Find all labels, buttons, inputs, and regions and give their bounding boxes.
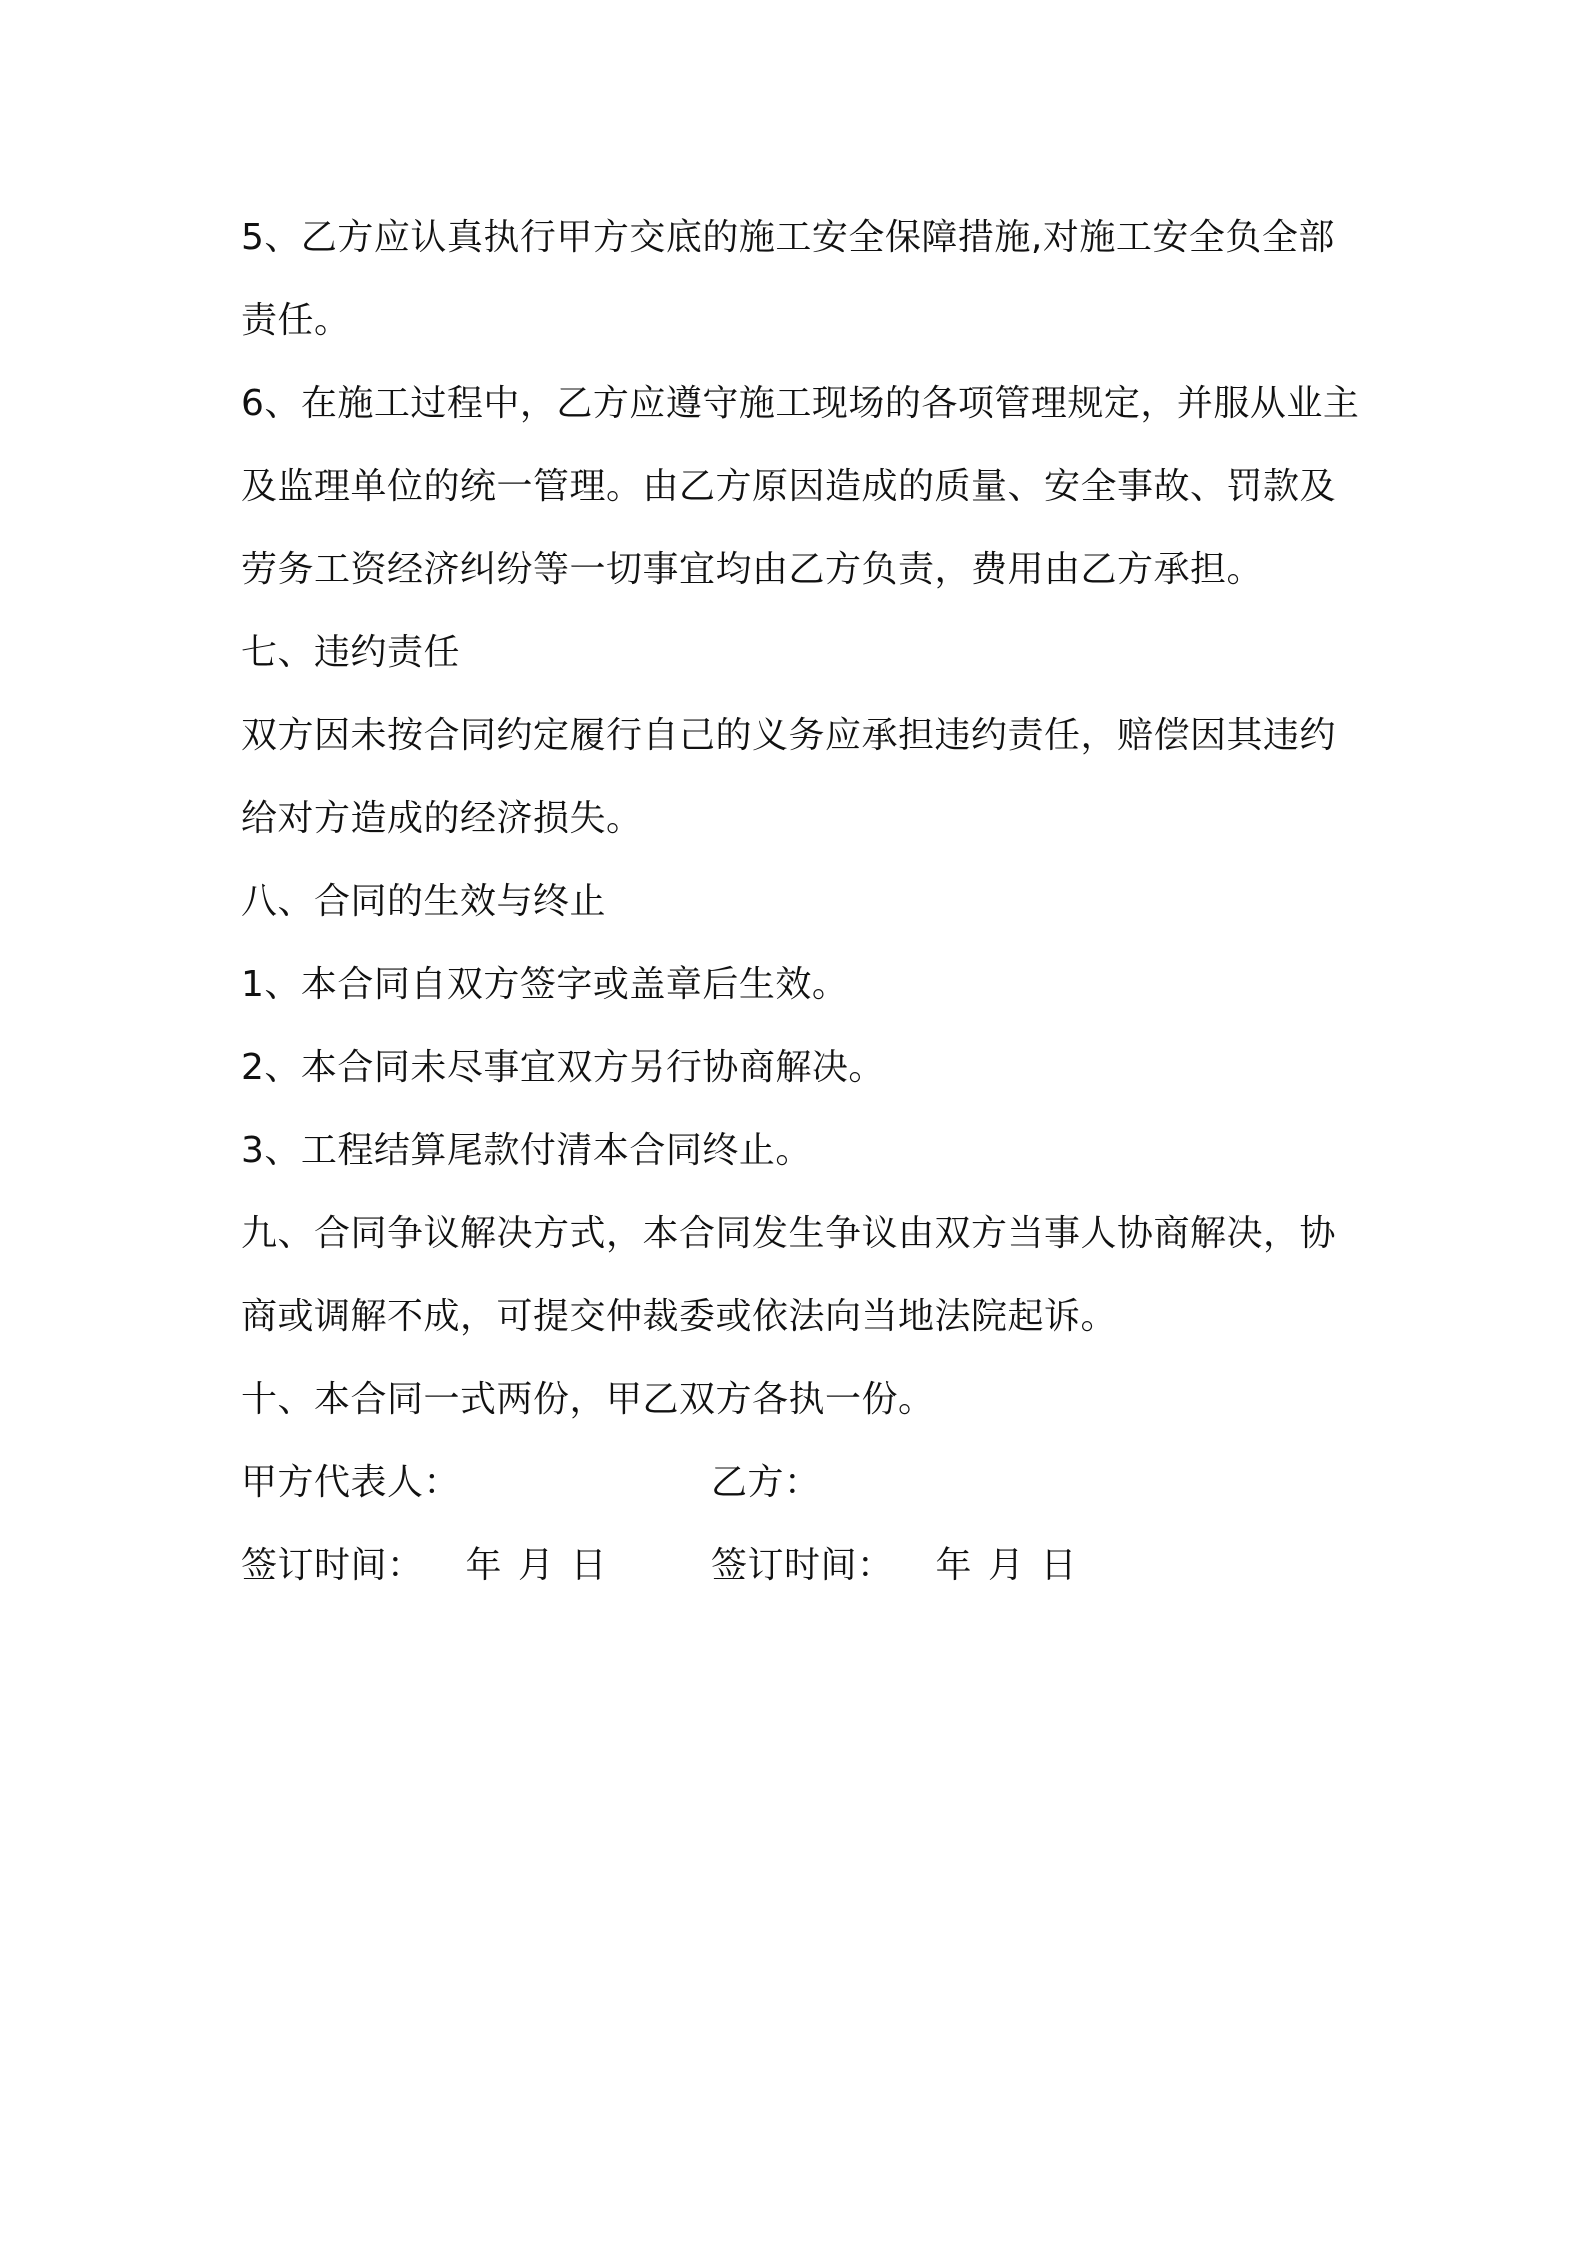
date-label: 签订时间： [711,1545,894,1586]
party-a-signature-label: 甲方代表人： [241,1462,461,1503]
year-unit: 年 [465,1545,503,1586]
clause-6-site-rules: 6、在施工过程中，乙方应遵守施工现场的各项管理规定，并服从业主及监理单位的统一管理。由乙方原因造成的质量、安全事故、罚款及劳务工资经济纠纷等一切事宜均由乙方负责，费用由乙方承担。 [241,383,1360,590]
party-a-date [241,1524,607,1607]
dispute-clause: 九、合同争议解决方式，本合同发生争议由双方当事人协商解决，协商或调解不成，可提交仲裁委或依法向当地法院起诉。 [241,1213,1337,1337]
party-b-signature-label: 乙方： [711,1462,821,1503]
copies-clause: 十、本合同一式两份，甲乙双方各执一份。 [241,1379,935,1420]
effect-clause-2: 2、本合同未尽事宜双方另行协商解决。 [241,1047,885,1088]
party-b-date [711,1524,1077,1607]
signature-party-row [241,1441,1361,1524]
month-unit: 月 [988,1545,1025,1586]
effect-clause-3: 3、工程结算尾款付清本合同终止。 [241,1130,812,1171]
section-heading-breach: 七、违约责任 [241,632,461,673]
breach-clause: 双方因未按合同约定履行自己的义务应承担违约责任，赔偿因其违约给对方造成的经济损失。 [241,715,1337,839]
day-unit: 日 [570,1545,608,1586]
signature-date-row [241,1524,1361,1607]
month-unit: 月 [518,1545,555,1586]
clause-5-safety: 5、乙方应认真执行甲方交底的施工安全保障措施,对施工安全负全部责任。 [241,217,1335,341]
section-heading-effect-termination: 八、合同的生效与终止 [241,881,607,922]
day-unit: 日 [1040,1545,1078,1586]
date-label: 签订时间： [241,1545,424,1586]
document-body [241,196,1361,1607]
effect-clause-1: 1、本合同自双方签字或盖章后生效。 [241,964,849,1005]
year-unit: 年 [935,1545,973,1586]
